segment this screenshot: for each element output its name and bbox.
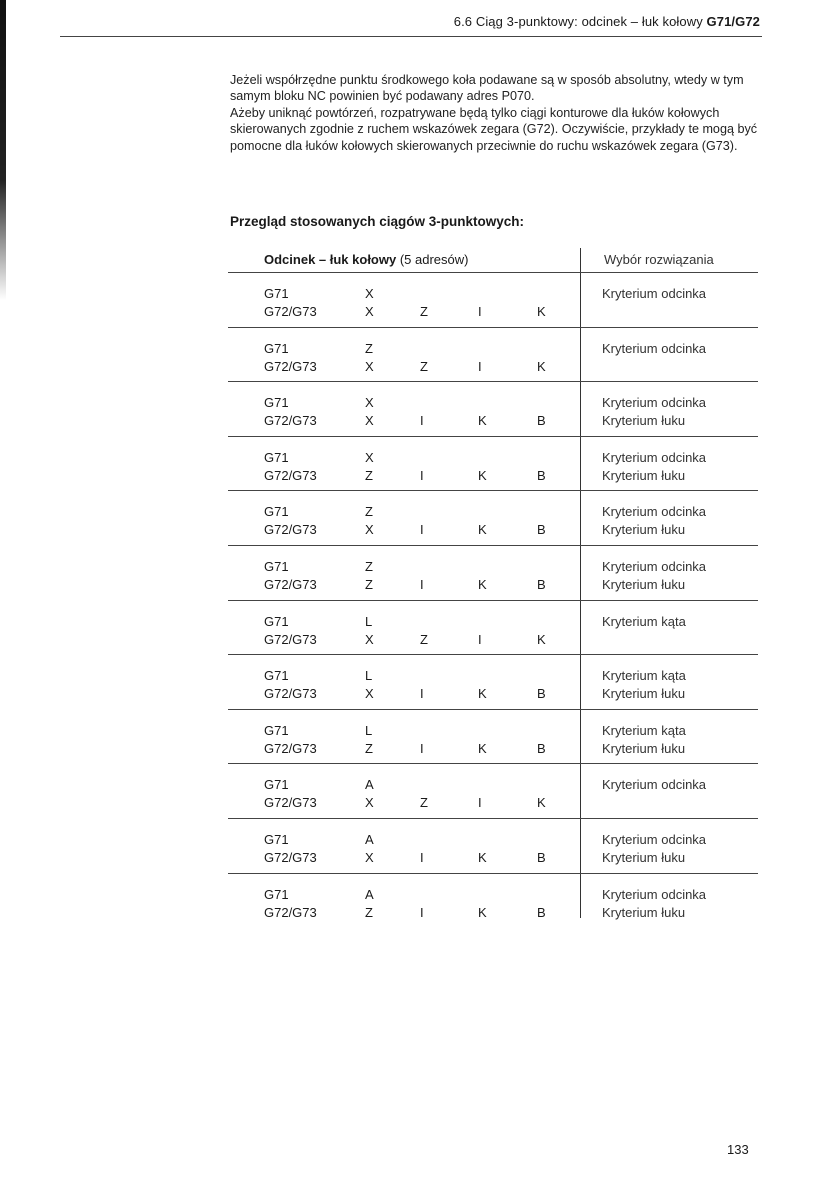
address-line2-col2: Z <box>420 358 428 374</box>
section-title: Przegląd stosowanych ciągów 3-punktowych: <box>230 214 525 229</box>
address-line2-col4: K <box>537 631 546 647</box>
table-row-rule <box>228 654 758 655</box>
table-row-rule <box>228 818 758 819</box>
address-line1: L <box>365 722 373 738</box>
table-row-rule <box>228 545 758 546</box>
address-line2-col4: B <box>537 686 546 702</box>
table-row-rule <box>228 381 758 382</box>
criterion-first: Kryterium odcinka <box>602 832 707 847</box>
chapter-title: 6.6 Ciąg 3-punktowy: odcinek – łuk kołowy <box>453 14 703 29</box>
table-row <box>0 723 824 763</box>
address-line2-col1: X <box>365 304 374 319</box>
gcode-second: G72/G73 <box>264 577 317 592</box>
address-line2-col3: I <box>478 631 482 647</box>
criterion-first: Kryterium odcinka <box>602 777 707 793</box>
address-line2-col1: Z <box>365 577 373 592</box>
gcode-first: G71 <box>264 832 289 847</box>
address-line2-col1: X <box>365 522 374 538</box>
gcode-first: G71 <box>264 668 289 684</box>
table-header-left-normal: (5 adresów) <box>396 252 469 267</box>
address-line1: Z <box>365 340 373 356</box>
book-spine-edge <box>0 0 6 300</box>
address-line2-col1: X <box>365 413 374 429</box>
address-line2-col4: B <box>537 413 546 429</box>
gcode-second: G72/G73 <box>264 467 317 483</box>
page-number: 133 <box>727 1142 749 1157</box>
table-row <box>0 450 824 490</box>
address-line1: X <box>365 395 374 411</box>
table-row <box>0 832 824 872</box>
address-line2-col2: I <box>420 577 424 592</box>
gcode-second: G72/G73 <box>264 358 317 374</box>
table-row <box>0 504 824 544</box>
address-line1: Z <box>365 504 373 520</box>
address-line2-col2: I <box>420 413 424 429</box>
address-line2-col4: K <box>537 304 546 319</box>
address-line1: A <box>365 832 374 847</box>
address-line1: L <box>365 668 373 684</box>
address-line2-col2: Z <box>420 795 428 811</box>
criterion-first: Kryterium odcinka <box>602 286 707 301</box>
address-line2-col3: I <box>478 304 482 319</box>
address-line2-col3: K <box>478 686 487 702</box>
criterion-second: Kryterium łuku <box>602 577 686 592</box>
criterion-second: Kryterium łuku <box>602 522 686 538</box>
address-line2-col2: I <box>420 522 424 538</box>
gcode-second: G72/G73 <box>264 740 317 756</box>
address-line2-col1: X <box>365 795 374 811</box>
address-line2-col1: Z <box>365 740 373 756</box>
table-row-rule <box>228 873 758 874</box>
intro-text <box>230 72 760 154</box>
address-line2-col1: X <box>365 358 374 374</box>
address-line2-col2: I <box>420 686 424 702</box>
address-line2-col3: K <box>478 413 487 429</box>
criterion-first: Kryterium kąta <box>602 613 686 629</box>
address-line2-col4: B <box>537 904 546 920</box>
gcode-second: G72/G73 <box>264 631 317 647</box>
address-line2-col1: X <box>365 850 374 865</box>
address-line2-col2: Z <box>420 304 428 319</box>
criterion-second: Kryterium łuku <box>602 413 686 429</box>
table-header-left-bold: Odcinek – łuk kołowy <box>264 252 397 267</box>
criterion-second: Kryterium łuku <box>602 467 686 483</box>
address-line2-col4: B <box>537 522 546 538</box>
gcode-second: G72/G73 <box>264 686 317 702</box>
table-header-right: Wybór rozwiązania <box>604 252 714 267</box>
header-rule <box>60 36 762 37</box>
criterion-first: Kryterium odcinka <box>602 395 707 411</box>
gcode-second: G72/G73 <box>264 904 317 920</box>
table-row <box>0 286 824 326</box>
address-line2-col2: Z <box>420 631 428 647</box>
address-line2-col3: K <box>478 577 487 592</box>
address-line2-col2: I <box>420 904 424 920</box>
criterion-second: Kryterium łuku <box>602 740 686 756</box>
address-line2-col4: B <box>537 577 546 592</box>
address-line2-col2: I <box>420 467 424 483</box>
address-line2-col4: B <box>537 850 546 865</box>
address-line2-col2: I <box>420 740 424 756</box>
table-header-left <box>264 252 468 267</box>
table-row-rule <box>228 600 758 601</box>
intro-paragraph-1: Jeżeli współrzędne punktu środkowego koła podawane są w sposób absolutny, wtedy w tym samym bloku NC powinien być podawany adres P070. <box>230 73 744 104</box>
table-row <box>0 668 824 708</box>
gcode-first: G71 <box>264 613 289 629</box>
address-line2-col1: X <box>365 686 374 702</box>
address-line2-col1: Z <box>365 467 373 483</box>
gcode-first: G71 <box>264 286 289 301</box>
gcode-first: G71 <box>264 886 289 902</box>
address-line1: X <box>365 449 374 465</box>
criterion-first: Kryterium odcinka <box>602 886 707 902</box>
criterion-first: Kryterium odcinka <box>602 340 707 356</box>
gcode-first: G71 <box>264 559 289 574</box>
address-line2-col3: K <box>478 522 487 538</box>
criterion-first: Kryterium odcinka <box>602 559 707 574</box>
criterion-first: Kryterium kąta <box>602 668 686 684</box>
address-line2-col4: B <box>537 740 546 756</box>
address-line2-col3: K <box>478 740 487 756</box>
criterion-first: Kryterium odcinka <box>602 449 707 465</box>
gcode-second: G72/G73 <box>264 522 317 538</box>
criterion-second: Kryterium łuku <box>602 904 686 920</box>
gcode-first: G71 <box>264 395 289 411</box>
address-line1: L <box>365 613 373 629</box>
address-line1: Z <box>365 559 373 574</box>
address-line1: X <box>365 286 374 301</box>
table-row-rule <box>228 490 758 491</box>
address-line2-col3: K <box>478 904 487 920</box>
table-row <box>0 887 824 927</box>
address-line2-col4: B <box>537 467 546 483</box>
gcode-first: G71 <box>264 777 289 793</box>
address-line2-col3: K <box>478 467 487 483</box>
address-line2-col1: Z <box>365 904 373 920</box>
table-row <box>0 559 824 599</box>
table-row <box>0 395 824 435</box>
gcode-first: G71 <box>264 449 289 465</box>
table-row-rule <box>228 327 758 328</box>
table-row-rule <box>228 272 758 273</box>
table-row-rule <box>228 436 758 437</box>
table-row <box>0 777 824 817</box>
gcode-first: G71 <box>264 722 289 738</box>
gcode-second: G72/G73 <box>264 413 317 429</box>
chapter-codes: G71/G72 <box>706 14 760 29</box>
address-line2-col2: I <box>420 850 424 865</box>
gcode-second: G72/G73 <box>264 304 317 319</box>
criterion-second: Kryterium łuku <box>602 686 686 702</box>
gcode-first: G71 <box>264 504 289 520</box>
address-line2-col1: X <box>365 631 374 647</box>
table-row-rule <box>228 709 758 710</box>
intro-paragraph-2: Ażeby uniknąć powtórzeń, rozpatrywane będą tylko ciągi konturowe dla łuków kołowych skierowanych zgodnie z ruchem wskazówek zegara (G72). Oczywiście, przykłady te mogą być pomocne dla łuków kołowych skierowanych przeciwnie do ruchu wskazówek zegara (G73). <box>230 105 758 153</box>
criterion-second: Kryterium łuku <box>602 850 686 865</box>
table-row-rule <box>228 763 758 764</box>
criterion-first: Kryterium kąta <box>602 722 686 738</box>
criterion-first: Kryterium odcinka <box>602 504 707 520</box>
address-line1: A <box>365 777 374 793</box>
address-line2-col4: K <box>537 358 546 374</box>
address-line2-col4: K <box>537 795 546 811</box>
address-line1: A <box>365 886 374 902</box>
address-line2-col3: I <box>478 795 482 811</box>
gcode-second: G72/G73 <box>264 850 317 865</box>
running-header <box>454 14 760 29</box>
address-line2-col3: I <box>478 358 482 374</box>
table-row <box>0 614 824 654</box>
address-line2-col3: K <box>478 850 487 865</box>
table-row <box>0 341 824 381</box>
gcode-second: G72/G73 <box>264 795 317 811</box>
gcode-first: G71 <box>264 340 289 356</box>
